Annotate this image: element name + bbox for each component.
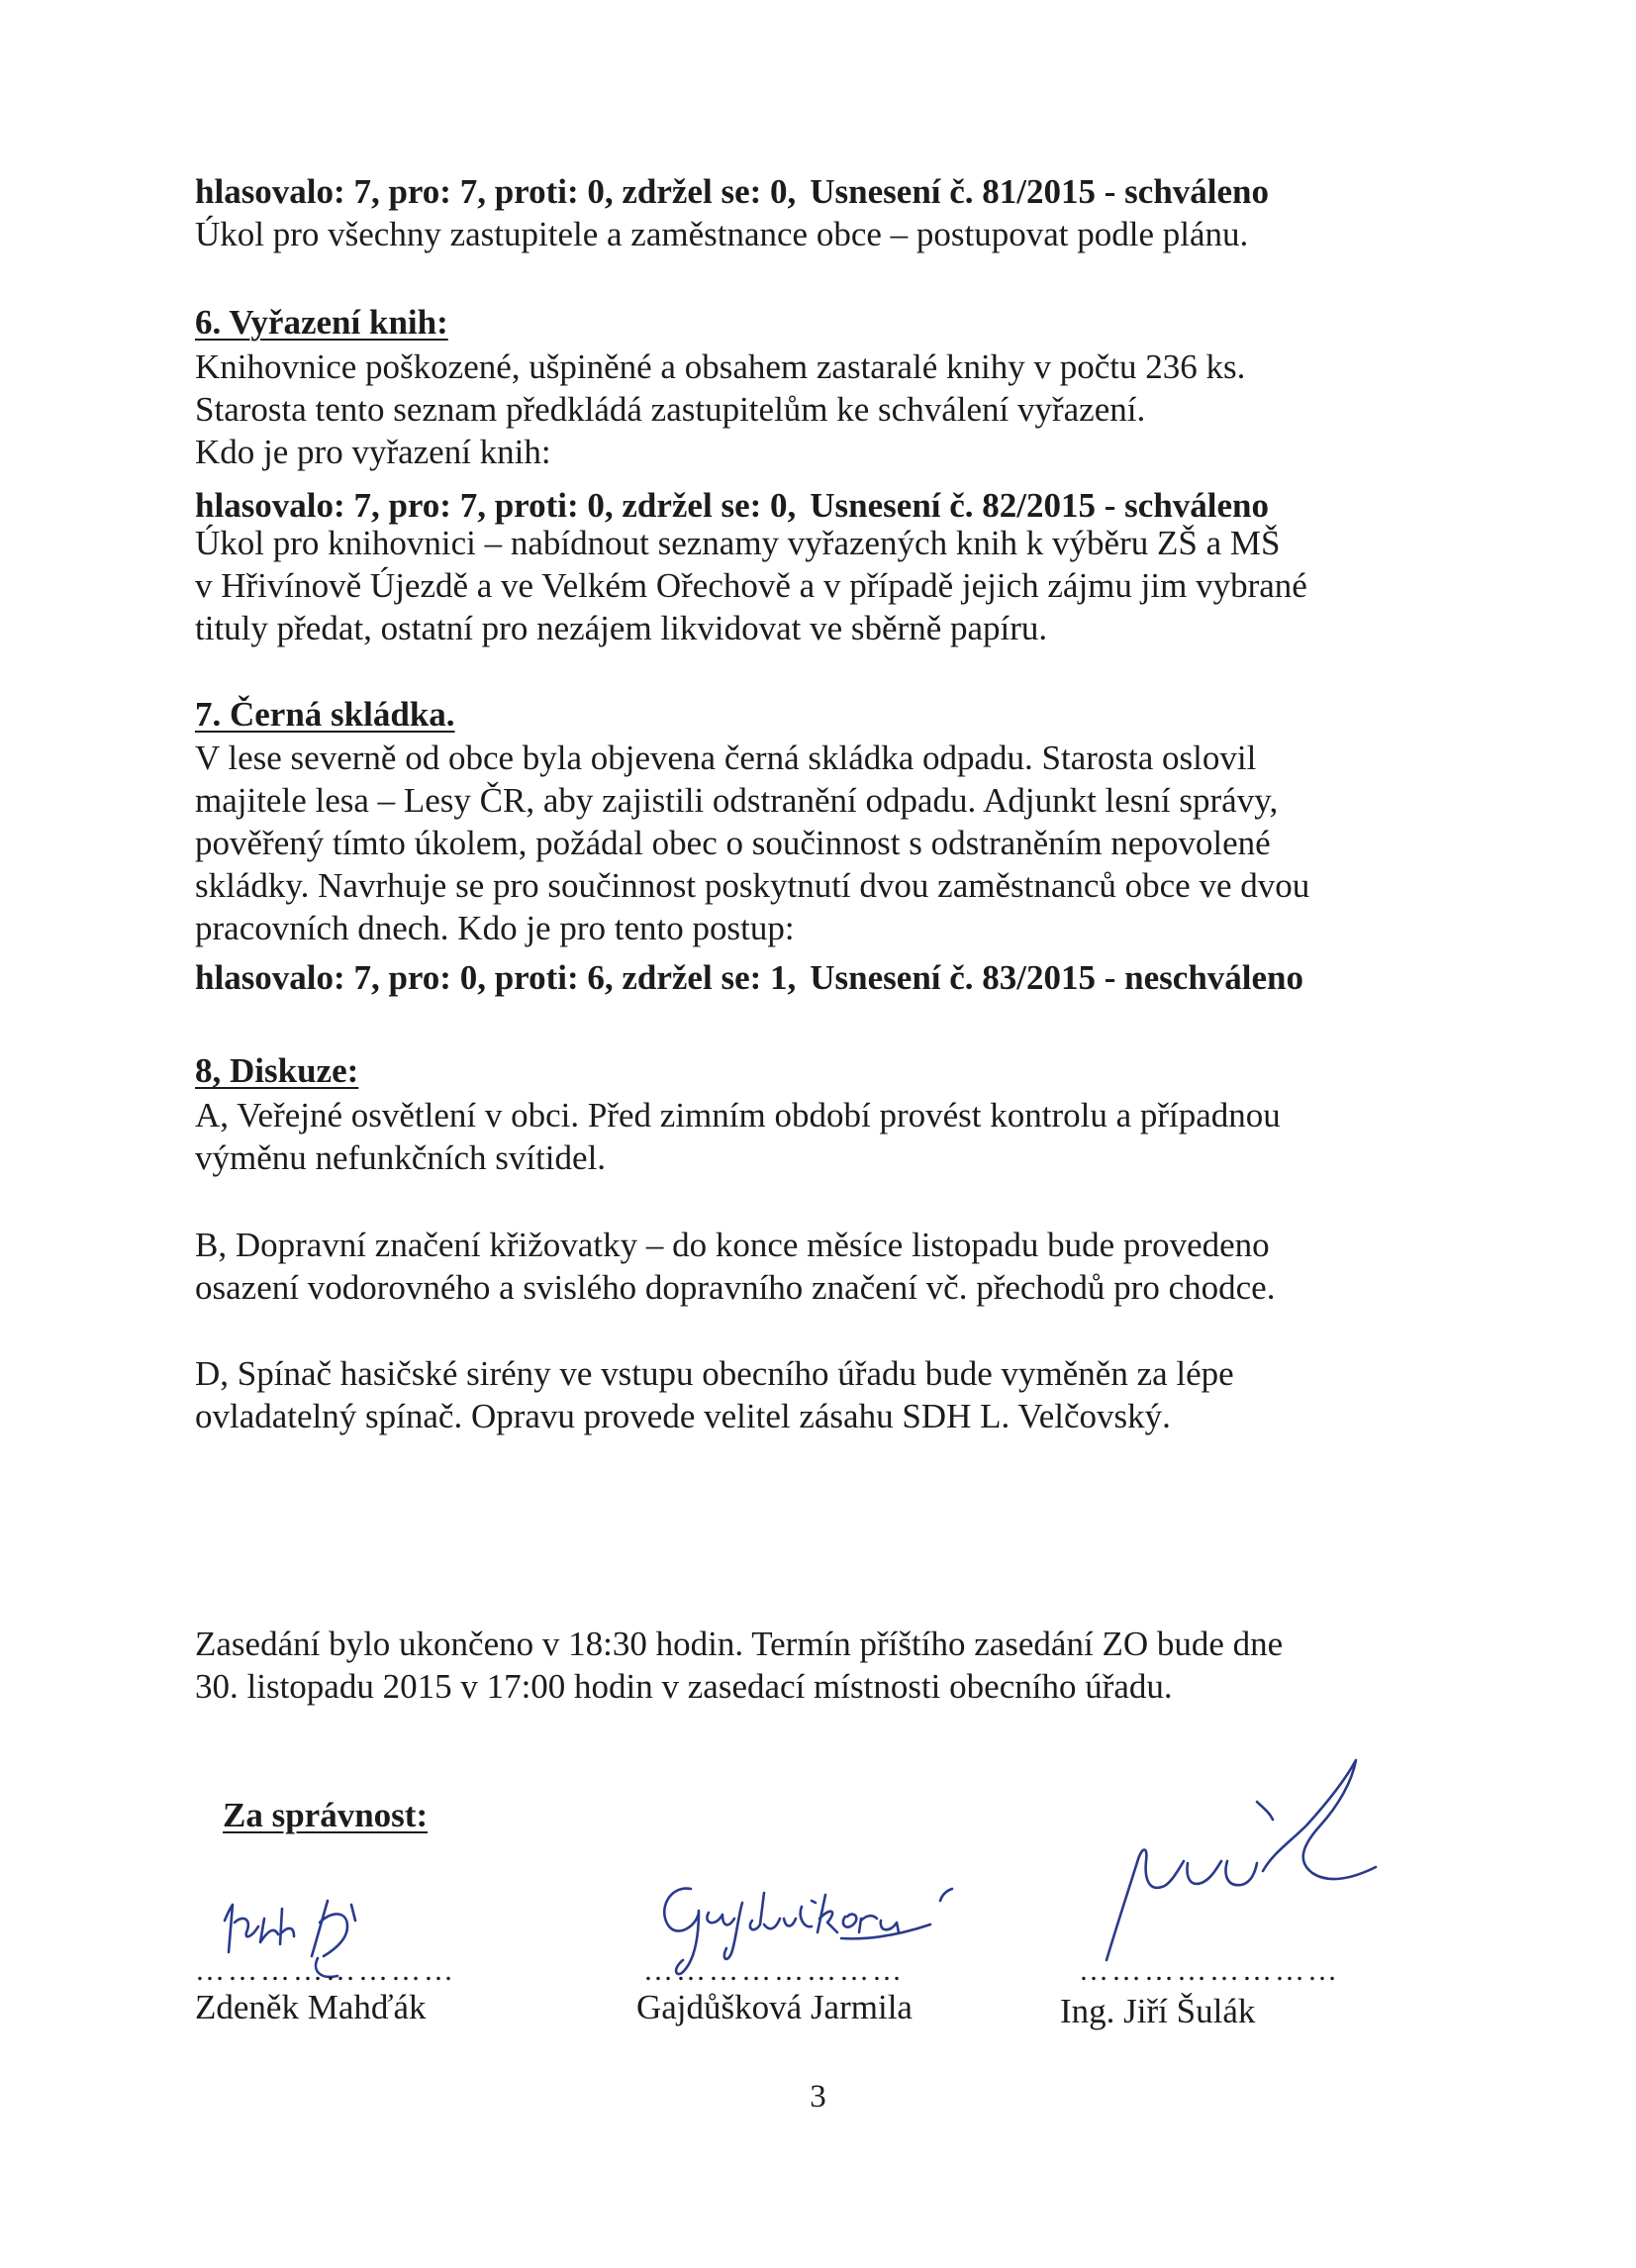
signature-sulak [1079,1742,1395,1980]
signature-line: …………………… [195,1954,456,1987]
section-6-line: Knihovnice poškozené, ušpiněné a obsahem zastaralé knihy v počtu 236 ks. [195,347,1246,386]
section-6-task-line: Úkol pro knihovnici – nabídnout seznamy vyřazených knih k výběru ZŠ a MŠ [195,524,1281,562]
section-7-line: pověřený tímto úkolem, požádal obec o součinnost s odstraněním nepovolené [195,824,1271,862]
vote-line-83 [195,956,1482,999]
task-line: Úkol pro všechny zastupitele a zaměstnance obce – postupovat podle plánu. [195,215,1249,253]
signature-line: …………………… [643,1954,905,1987]
discussion-b-line: osazení vodorovného a svislého dopravního značení vč. přechodů pro chodce. [195,1268,1276,1307]
section-7-line: majitele lesa – Lesy ČR, aby zajistili odstranění odpadu. Adjunkt lesní správy, [195,781,1279,820]
vote-counts: hlasovalo: 7, pro: 0, proti: 6, zdržel se: 1, [195,958,797,997]
page-number: 3 [810,2079,826,2115]
discussion-a-line: A, Veřejné osvětlení v obci. Před zimním období provést kontrolu a případnou [195,1096,1281,1134]
resolution-81: Usnesení č. 81/2015 - schváleno [810,172,1270,211]
section-7-line: V lese severně od obce byla objevena černá skládka odpadu. Starosta oslovil [195,739,1257,777]
section-8-heading: 8, Diskuze: [195,1051,359,1090]
section-6-line: Starosta tento seznam předkládá zastupitelům ke schválení vyřazení. [195,390,1146,429]
resolution-83: Usnesení č. 83/2015 - neschváleno [810,958,1304,997]
section-6-task-line: v Hřivínově Újezdě a ve Velkém Ořechově a v případě jejich zájmu jim vybrané [195,566,1307,605]
signatures-heading: Za správnost: [223,1796,429,1834]
signatory-name: Ing. Jiří Šulák [1060,1992,1256,2030]
vote-line-81 [195,170,1482,213]
signatory-name: Zdeněk Mahďák [195,1988,427,2026]
resolution-82: Usnesení č. 82/2015 - schváleno [810,486,1270,525]
discussion-a-line: výměnu nefunkčních svítidel. [195,1138,607,1177]
closing-line: 30. listopadu 2015 v 17:00 hodin v zasedací místnosti obecního úřadu. [195,1667,1173,1706]
section-7-line: pracovních dnech. Kdo je pro tento postup: [195,909,795,947]
section-6-heading: 6. Vyřazení knih: [195,303,448,342]
discussion-d-line: D, Spínač hasičské sirény ve vstupu obecního úřadu bude vyměněn za lépe [195,1354,1234,1393]
discussion-d-line: ovladatelný spínač. Opravu provede velitel zásahu SDH L. Velčovský. [195,1397,1171,1435]
section-6-line: Kdo je pro vyřazení knih: [195,433,551,471]
section-6-task-line: tituly předat, ostatní pro nezájem likvidovat ve sběrně papíru. [195,609,1048,647]
section-7-line: skládky. Navrhuje se pro součinnost poskytnutí dvou zaměstnanců obce ve dvou [195,866,1310,905]
vote-counts: hlasovalo: 7, pro: 7, proti: 0, zdržel se: 0, [195,486,797,525]
discussion-b-line: B, Dopravní značení křižovatky – do konce měsíce listopadu bude provedeno [195,1226,1270,1264]
vote-counts: hlasovalo: 7, pro: 7, proti: 0, zdržel se: 0, [195,172,797,211]
closing-line: Zasedání bylo ukončeno v 18:30 hodin. Termín příštího zasedání ZO bude dne [195,1625,1284,1663]
signature-line: …………………… [1079,1954,1340,1987]
section-7-heading: 7. Černá skládka. [195,695,455,734]
vote-line-82 [195,484,1482,527]
signatory-name: Gajdůšková Jarmila [636,1988,913,2026]
